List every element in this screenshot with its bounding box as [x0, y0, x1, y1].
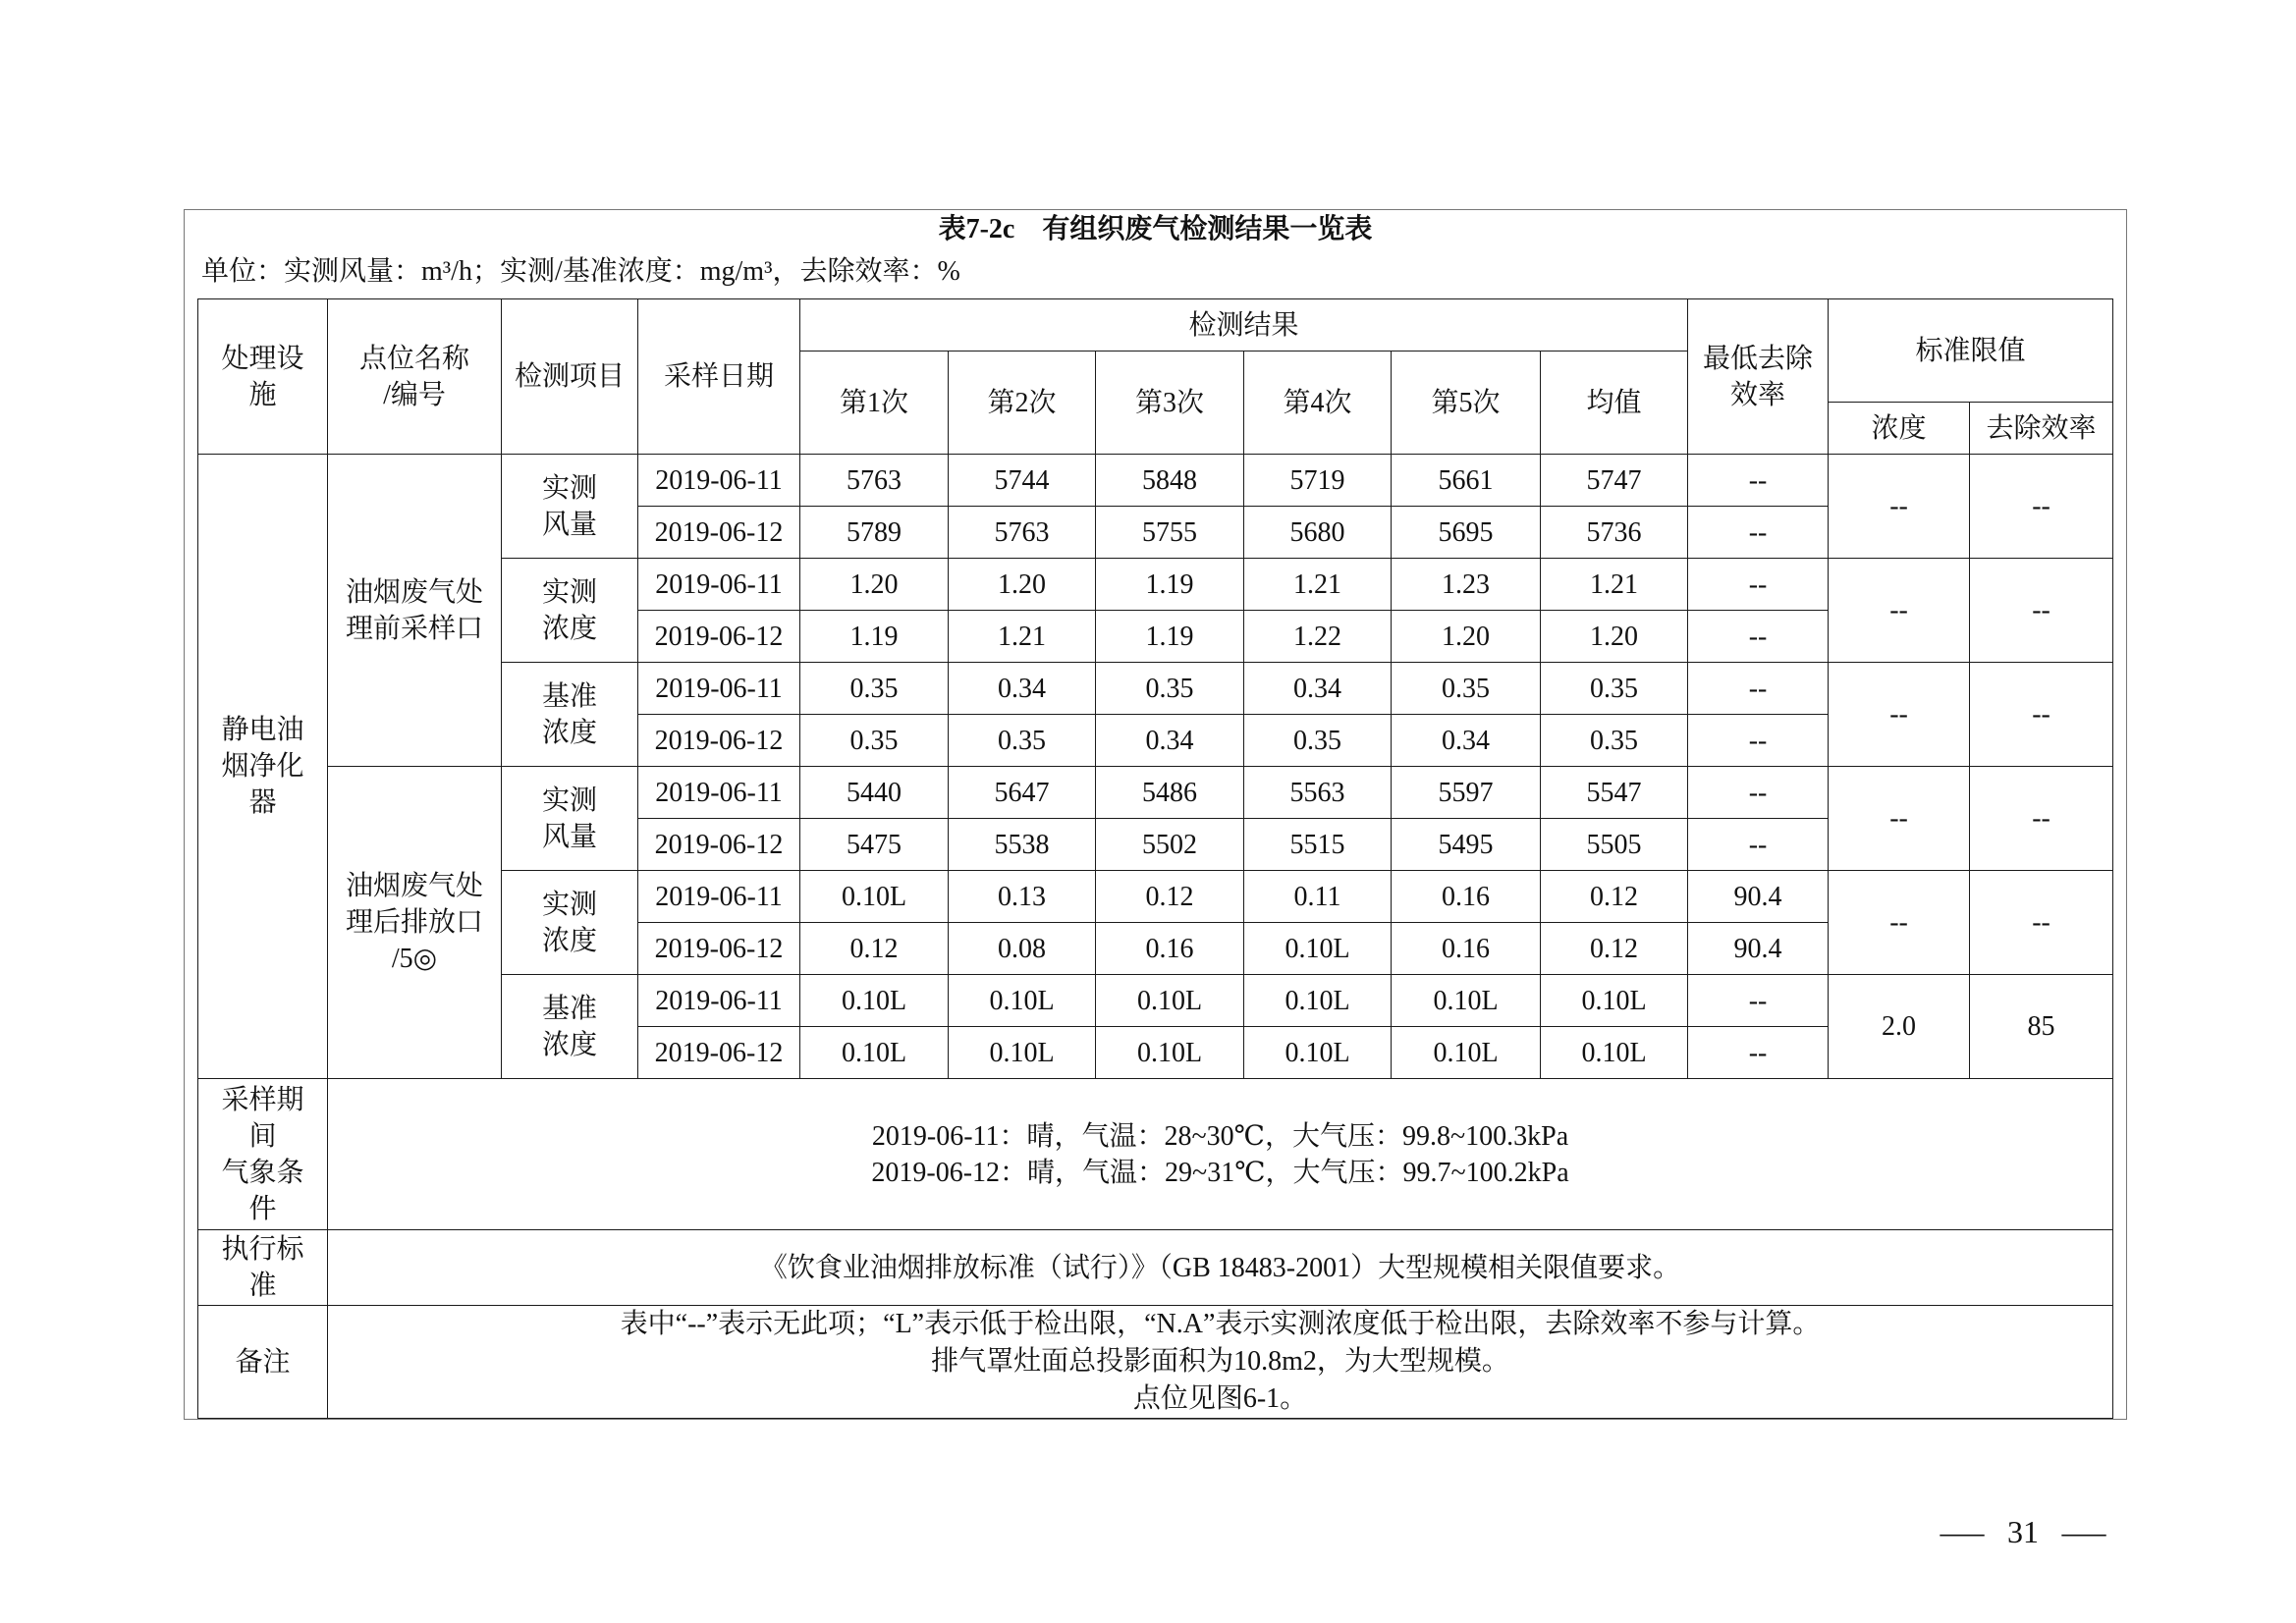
run-value-cell: 1.19 [800, 611, 949, 663]
sampling-point-code: /5◎ [391, 944, 438, 974]
run-value-cell: 5515 [1244, 819, 1392, 871]
min-removal-cell: -- [1688, 975, 1829, 1027]
sampling-point-name: 油烟废气处理后排放口 [345, 871, 483, 938]
standard-text: 《饮食业油烟排放标准（试行）》（GB 18483-2001）大型规模相关限值要求。 [328, 1230, 2113, 1306]
limit-removal-cell: -- [1970, 559, 2113, 663]
footer-dash-right: — [2061, 1514, 2106, 1549]
sampling-date-cell: 2019-06-11 [638, 559, 800, 611]
run-value-cell: 0.10L [800, 1027, 949, 1079]
page-number: 31 [2007, 1514, 2039, 1549]
run-value-cell: 5763 [800, 455, 949, 507]
test-item-cell [502, 663, 638, 767]
run-value-cell: 5647 [949, 767, 1096, 819]
run-value-cell: 0.10L [1392, 975, 1541, 1027]
header-row [198, 299, 2113, 352]
footer-dash-left: — [1940, 1514, 1985, 1549]
weather-label: 气象条件 [221, 1157, 304, 1224]
weather-line: 2019-06-12：晴，气温：29~31℃，大气压：99.7~100.2kPa [871, 1157, 1569, 1188]
results-table [197, 298, 2113, 1419]
header-min-removal-label: 最低去除效率 [1703, 343, 1814, 410]
run-value-cell: 5502 [1096, 819, 1244, 871]
min-removal-cell: -- [1688, 1027, 1829, 1079]
table-row [198, 455, 2113, 507]
run-value-cell: 0.35 [1392, 663, 1541, 715]
run-value-cell: 1.22 [1244, 611, 1392, 663]
min-removal-cell: -- [1688, 507, 1829, 559]
min-removal-cell: -- [1688, 715, 1829, 767]
header-run-2: 第2次 [949, 352, 1096, 455]
run-value-cell: 0.12 [800, 923, 949, 975]
run-value-cell: 1.19 [1096, 559, 1244, 611]
test-item-name: 基准浓度 [541, 993, 597, 1060]
limit-removal-cell: 85 [1970, 975, 2113, 1079]
header-point-name [328, 299, 502, 455]
run-value-cell: 5848 [1096, 455, 1244, 507]
note-line: 点位见图6-1。 [1132, 1383, 1308, 1414]
header-point-name-line: /编号 [383, 379, 446, 410]
run-value-cell: 0.10L [1244, 923, 1392, 975]
weather-label: 采样期间 [221, 1084, 304, 1152]
note-line: 表中“--”表示无此项；“L”表示低于检出限，“N.A”表示实测浓度低于检出限，去除效率不参与计算。 [620, 1309, 1821, 1339]
run-value-cell: 0.10L [800, 975, 949, 1027]
run-value-cell: 5680 [1244, 507, 1392, 559]
header-min-removal [1688, 299, 1829, 455]
sampling-date-cell: 2019-06-12 [638, 611, 800, 663]
run-value-cell: 0.10L [1096, 1027, 1244, 1079]
mean-value-cell: 0.12 [1541, 871, 1688, 923]
run-value-cell: 5719 [1244, 455, 1392, 507]
run-value-cell: 1.21 [1244, 559, 1392, 611]
table-title [184, 213, 2127, 246]
test-item-name: 实测浓度 [541, 889, 597, 956]
run-value-cell: 0.35 [800, 715, 949, 767]
run-value-cell: 1.20 [1392, 611, 1541, 663]
sampling-date-cell: 2019-06-12 [638, 819, 800, 871]
limit-removal-cell: -- [1970, 663, 2113, 767]
header-sampling-date: 采样日期 [638, 299, 800, 455]
run-value-cell: 0.35 [800, 663, 949, 715]
sampling-date-cell: 2019-06-11 [638, 975, 800, 1027]
run-value-cell: 0.10L [1096, 975, 1244, 1027]
test-item-cell [502, 975, 638, 1079]
page-footer [1941, 1512, 2105, 1551]
test-item-name: 基准浓度 [541, 680, 597, 748]
run-value-cell: 5755 [1096, 507, 1244, 559]
unit-line: 单位：实测风量：m³/h；实测/基准浓度：mg/m³，去除效率：% [201, 256, 960, 287]
results-body [198, 455, 2113, 1079]
weather-label-cell [198, 1079, 328, 1230]
notes-row [198, 1306, 2113, 1419]
min-removal-cell: 90.4 [1688, 923, 1829, 975]
limit-concentration-cell: -- [1829, 559, 1970, 663]
run-value-cell: 1.20 [800, 559, 949, 611]
header-test-item: 检测项目 [502, 299, 638, 455]
min-removal-cell: 90.4 [1688, 871, 1829, 923]
test-item-cell [502, 871, 638, 975]
run-value-cell: 0.34 [1392, 715, 1541, 767]
limit-concentration-cell: -- [1829, 871, 1970, 975]
test-item-name: 实测浓度 [541, 576, 597, 644]
table-title-text: 有组织废气检测结果一览表 [1042, 214, 1373, 244]
header-facility-label: 处理设施 [221, 343, 304, 410]
run-value-cell: 1.21 [949, 611, 1096, 663]
mean-value-cell: 0.35 [1541, 663, 1688, 715]
sampling-date-cell: 2019-06-11 [638, 663, 800, 715]
run-value-cell: 0.35 [949, 715, 1096, 767]
run-value-cell: 0.10L [1244, 975, 1392, 1027]
mean-value-cell: 1.20 [1541, 611, 1688, 663]
header-limit: 标准限值 [1829, 299, 2113, 403]
run-value-cell: 5440 [800, 767, 949, 819]
run-value-cell: 1.23 [1392, 559, 1541, 611]
test-item-name: 实测风量 [541, 784, 597, 852]
min-removal-cell: -- [1688, 663, 1829, 715]
sampling-point-name: 油烟废气处理前采样口 [345, 576, 483, 644]
notes-text-cell [328, 1306, 2113, 1419]
test-item-cell [502, 455, 638, 559]
run-value-cell: 0.11 [1244, 871, 1392, 923]
header-run-3: 第3次 [1096, 352, 1244, 455]
test-item-cell [502, 559, 638, 663]
limit-concentration-cell: 2.0 [1829, 975, 1970, 1079]
run-value-cell: 1.20 [949, 559, 1096, 611]
mean-value-cell: 5505 [1541, 819, 1688, 871]
min-removal-cell: -- [1688, 819, 1829, 871]
run-value-cell: 0.13 [949, 871, 1096, 923]
notes-label: 备注 [198, 1306, 328, 1419]
run-value-cell: 5495 [1392, 819, 1541, 871]
run-value-cell: 0.35 [1096, 663, 1244, 715]
header-facility [198, 299, 328, 455]
sampling-date-cell: 2019-06-11 [638, 767, 800, 819]
min-removal-cell: -- [1688, 559, 1829, 611]
run-value-cell: 5486 [1096, 767, 1244, 819]
sampling-date-cell: 2019-06-12 [638, 715, 800, 767]
run-value-cell: 0.08 [949, 923, 1096, 975]
run-value-cell: 0.34 [1096, 715, 1244, 767]
sampling-date-cell: 2019-06-11 [638, 871, 800, 923]
header-point-name-line: 点位名称 [358, 343, 469, 374]
run-value-cell: 0.34 [1244, 663, 1392, 715]
note-line: 排气罩灶面总投影面积为10.8m2，为大型规模。 [931, 1346, 1509, 1377]
table-footer [198, 1079, 2113, 1419]
header-results: 检测结果 [800, 299, 1688, 352]
sampling-date-cell: 2019-06-12 [638, 507, 800, 559]
limit-removal-cell: -- [1970, 455, 2113, 559]
weather-line: 2019-06-11：晴，气温：28~30℃，大气压：99.8~100.3kPa [871, 1120, 1569, 1152]
run-value-cell: 5475 [800, 819, 949, 871]
sampling-date-cell: 2019-06-12 [638, 1027, 800, 1079]
header-run-5: 第5次 [1392, 352, 1541, 455]
min-removal-cell: -- [1688, 767, 1829, 819]
facility-cell [198, 455, 328, 1079]
mean-value-cell: 1.21 [1541, 559, 1688, 611]
run-value-cell: 0.16 [1096, 923, 1244, 975]
mean-value-cell: 0.10L [1541, 975, 1688, 1027]
run-value-cell: 5744 [949, 455, 1096, 507]
run-value-cell: 5763 [949, 507, 1096, 559]
table-row [198, 767, 2113, 819]
limit-removal-cell: -- [1970, 871, 2113, 975]
sampling-point-cell [328, 767, 502, 1079]
run-value-cell: 0.12 [1096, 871, 1244, 923]
run-value-cell: 0.16 [1392, 923, 1541, 975]
header-run-4: 第4次 [1244, 352, 1392, 455]
standard-label: 执行标准 [221, 1234, 304, 1301]
header-limit-concentration: 浓度 [1829, 403, 1970, 455]
run-value-cell: 0.10L [949, 975, 1096, 1027]
standard-label-cell [198, 1230, 328, 1306]
limit-concentration-cell: -- [1829, 767, 1970, 871]
run-value-cell: 5695 [1392, 507, 1541, 559]
test-item-name: 实测风量 [541, 472, 597, 540]
weather-row [198, 1079, 2113, 1230]
mean-value-cell: 5747 [1541, 455, 1688, 507]
run-value-cell: 0.10L [1244, 1027, 1392, 1079]
run-value-cell: 0.34 [949, 663, 1096, 715]
sampling-date-cell: 2019-06-12 [638, 923, 800, 975]
sampling-point-cell [328, 455, 502, 767]
weather-text-cell [328, 1079, 2113, 1230]
sampling-date-cell: 2019-06-11 [638, 455, 800, 507]
run-value-cell: 5563 [1244, 767, 1392, 819]
mean-value-cell: 5736 [1541, 507, 1688, 559]
min-removal-cell: -- [1688, 455, 1829, 507]
run-value-cell: 5789 [800, 507, 949, 559]
test-item-cell [502, 767, 638, 871]
run-value-cell: 5538 [949, 819, 1096, 871]
header-mean: 均值 [1541, 352, 1688, 455]
run-value-cell: 0.16 [1392, 871, 1541, 923]
run-value-cell: 5597 [1392, 767, 1541, 819]
mean-value-cell: 5547 [1541, 767, 1688, 819]
limit-concentration-cell: -- [1829, 663, 1970, 767]
header-run-1: 第1次 [800, 352, 949, 455]
standard-row [198, 1230, 2113, 1306]
limit-concentration-cell: -- [1829, 455, 1970, 559]
min-removal-cell: -- [1688, 611, 1829, 663]
run-value-cell: 0.10L [1392, 1027, 1541, 1079]
run-value-cell: 0.10L [949, 1027, 1096, 1079]
header-limit-removal: 去除效率 [1970, 403, 2113, 455]
mean-value-cell: 0.10L [1541, 1027, 1688, 1079]
facility-name: 静电油烟净化器 [221, 715, 304, 818]
limit-removal-cell: -- [1970, 767, 2113, 871]
run-value-cell: 0.10L [800, 871, 949, 923]
table-number: 表7-2c [938, 214, 1015, 244]
run-value-cell: 5661 [1392, 455, 1541, 507]
mean-value-cell: 0.35 [1541, 715, 1688, 767]
mean-value-cell: 0.12 [1541, 923, 1688, 975]
run-value-cell: 1.19 [1096, 611, 1244, 663]
run-value-cell: 0.35 [1244, 715, 1392, 767]
